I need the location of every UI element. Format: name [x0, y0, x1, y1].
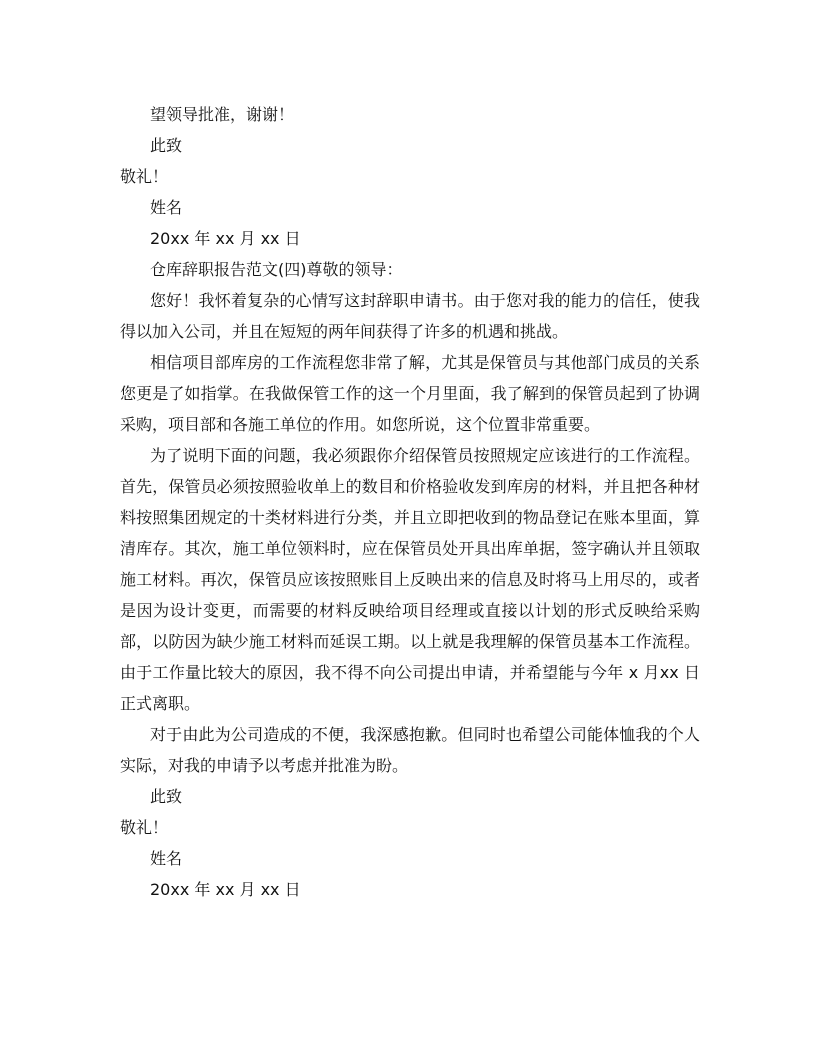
signature-name: 姓名 — [150, 849, 183, 868]
closing-line: 此致 — [150, 787, 183, 806]
signature-date: 20xx 年 xx 月 xx 日 — [150, 229, 301, 248]
salutation-line: 敬礼！ — [120, 818, 169, 837]
body-paragraph: 为了说明下面的问题，我必须跟你介绍保管员按照规定应该进行的工作流程。首先，保管员必须按照验收单上的数目和价格验收发到库房的材料，并且把各种材料按照集团规定的十类材料进行分类，并且立即把收到的物品登记在账本里面，算清库存。其次，施工单位领料时，应在保管员处开具出库单据，签字确认并且领取施工材料。再次，保管员应该按照账目上反映出来的信息及时将马上用尽的，或者是因为设计变更，而需要的材料反映给项目经理或直接以计划的形式反映给采购部，以防因为缺少施工材料而延误工期。以上就是我理解的保管员基本工作流程。由于工作量比较大的原因，我不得不向公司提出申请，并希望能与今年 x 月xx 日正式离职。 — [120, 446, 700, 713]
body-paragraph: 相信项目部库房的工作流程您非常了解，尤其是保管员与其他部门成员的关系您更是了如指掌。在我做保管工作的这一个月里面，我了解到的保管员起到了协调采购，项目部和各施工单位的作用。如您所说，这个位置非常重要。 — [120, 353, 700, 434]
closing-line: 此致 — [150, 136, 183, 155]
signature-date: 20xx 年 xx 月 xx 日 — [150, 880, 301, 899]
salutation-line: 敬礼！ — [120, 167, 169, 186]
body-paragraph: 您好！我怀着复杂的心情写这封辞职申请书。由于您对我的能力的信任，使我得以加入公司，并且在短短的两年间获得了许多的机遇和挑战。 — [120, 291, 700, 341]
approval-request-line: 望领导批准，谢谢！ — [150, 105, 295, 124]
signature-name: 姓名 — [150, 198, 183, 217]
section-heading: 仓库辞职报告范文(四)尊敬的领导： — [150, 260, 403, 279]
body-paragraph: 对于由此为公司造成的不便，我深感抱歉。但同时也希望公司能体恤我的个人实际，对我的申请予以考虑并批准为盼。 — [120, 725, 700, 775]
